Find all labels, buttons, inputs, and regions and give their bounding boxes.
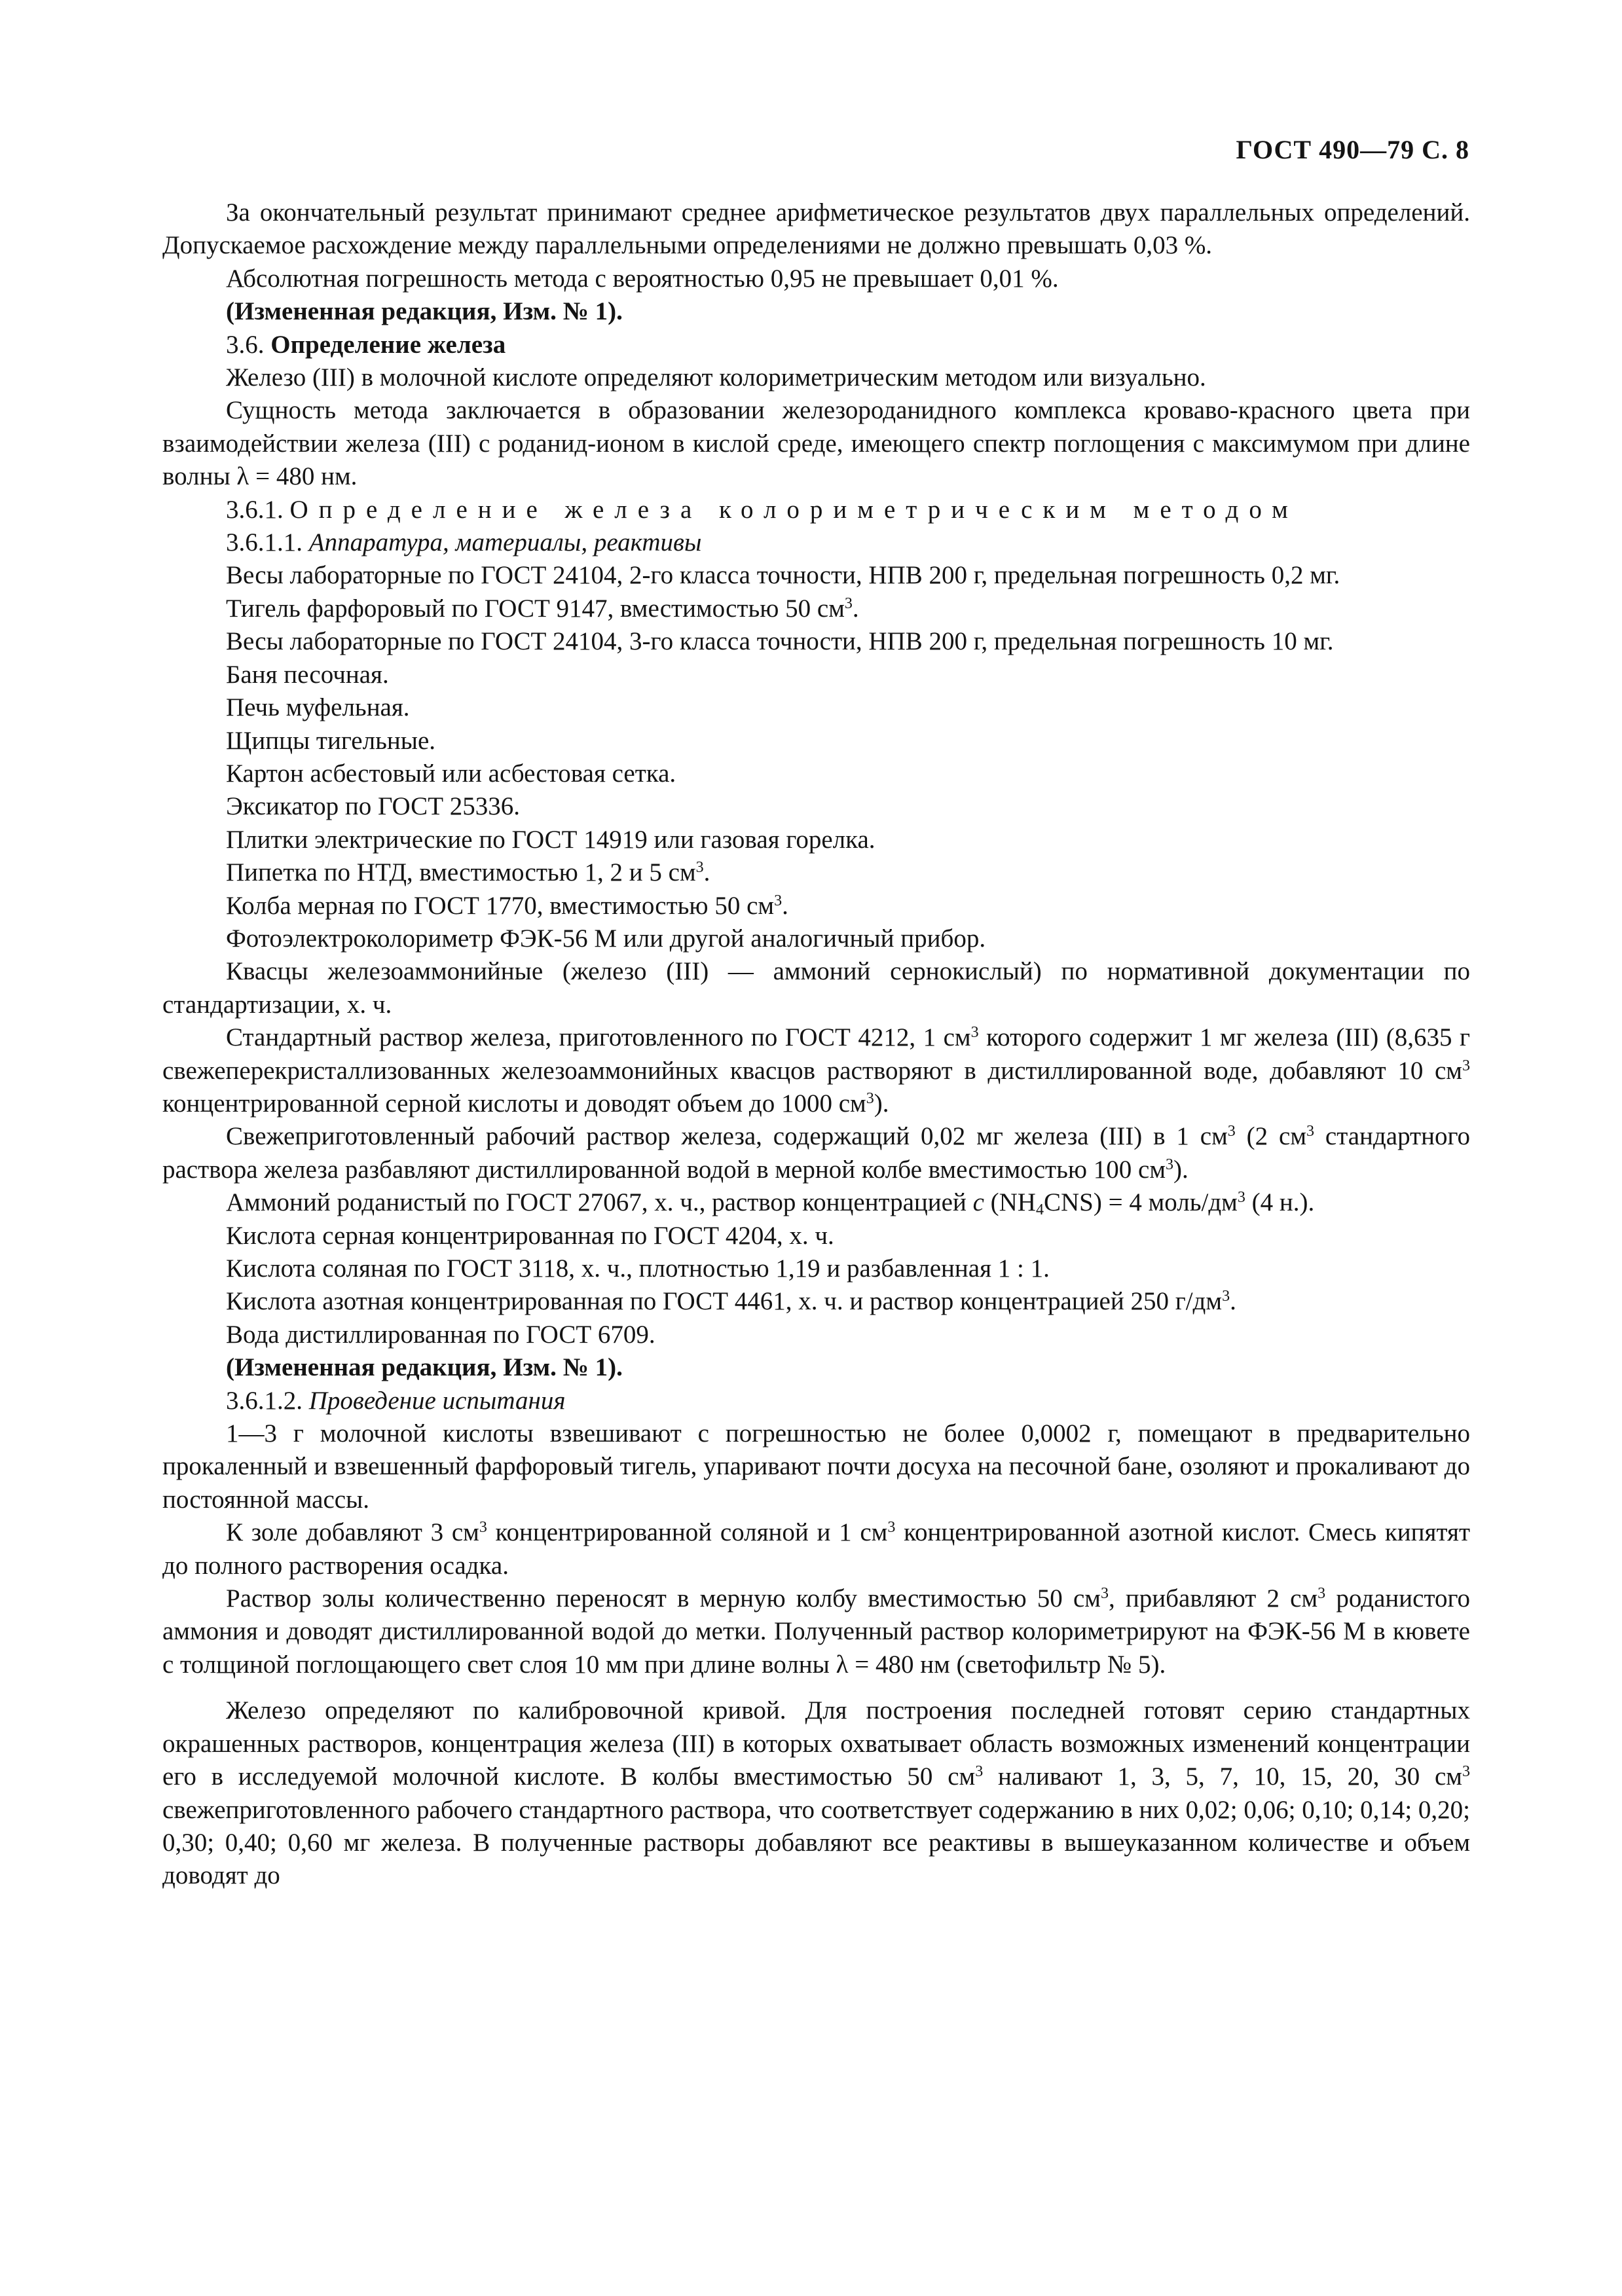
paragraph-final-result: За окончательный результат принимают среднее арифметическое результатов двух параллельных определений. Допускаемое расхождение между параллельными определениями не должно превышать 0,03 %.: [162, 198, 1470, 260]
subsection-heading-apparatus: [162, 526, 1470, 559]
list-item: Весы лабораторные по ГОСТ 24104, 3-го класса точности, НПВ 200 г, предельная погрешность 10 мг.: [226, 627, 1334, 656]
paragraph-method-essence: Сущность метода заключается в образовании железороданидного комплекса кроваво-красного цвета при взаимодействии железа (III) с роданид-ионом в кислой среде, имеющего спектр поглощения с максимумом при длине волны λ = 480 нм.: [162, 396, 1470, 491]
list-item: Стандартный раствор железа, приготовленного по ГОСТ 4212, 1 $см^3$ которого содержит 1 мг железа (III) (8,635 г свежеперекристаллизованных железоаммонийных квасцов растворяют в дистиллированной воде, добавляют 10 $см^3$ концентрированной серной кислоты и доводят объем до 1000 $см^3$).: [162, 1023, 1470, 1118]
paragraph-absolute-error: Абсолютная погрешность метода с вероятностью 0,95 не превышает 0,01 %.: [226, 264, 1059, 293]
amendment-note: (Измененная редакция, Изм. № 1).: [226, 297, 623, 326]
subsection-number: 3.6.1.1.: [226, 528, 303, 557]
paragraph-calibration-curve: Железо определяют по калибровочной кривой. Для построения последней готовят серию стандартных окрашенных растворов, концентрация железа (III) в которых охватывает область возможных изменений концентрации его в исследуемой молочной кислоте. В колбы вместимостью 50 $см^3$ наливают 1, 3, 5, 7, 10, 15, 20, 30 $см^3$ свежеприготовленного рабочего стандартного раствора, что соответствует содержанию в них 0,02; 0,06; 0,10; 0,14; 0,20; 0,30; 0,40; 0,60 мг железа. В полученные растворы добавляют все реактивы в вышеуказанном количестве и объем доводят до: [162, 1696, 1470, 1890]
list-item: Свежеприготовленный рабочий раствор железа, содержащий 0,02 мг железа (III) в 1 $см^3$ (2 $см^3$ стандартного раствора железа разбавляют дистиллированной водой в мерной колбе вместимостью 100 $см^3$).: [162, 1122, 1470, 1184]
subsection-heading-colorimetric: [162, 494, 1470, 526]
list-item: Плитки электрические по ГОСТ 14919 или газовая горелка.: [226, 825, 876, 854]
list-item: Картон асбестовый или асбестовая сетка.: [226, 759, 676, 788]
document-body: [162, 196, 1470, 1893]
list-item: Пипетка по НТД, вместимостью 1, 2 и 5 $см^3$.: [226, 858, 710, 887]
section-number: 3.6.: [226, 330, 265, 359]
paragraph-sample-prep: 1—3 г молочной кислоты взвешивают с погрешностью не более 0,0002 г, помещают в предварительно прокаленный и взвешенный фарфоровый тигель, упаривают почти досуха на песочной бане, озоляют и прокаливают до постоянной массы.: [162, 1419, 1470, 1514]
paragraph-colorimetry: Раствор золы количественно переносят в мерную колбу вместимостью 50 $см^3$, прибавляют 2 $см^3$ роданистого аммония и доводят дистиллированной водой до метки. Полученный раствор колориметрируют на ФЭК-56 М в кювете с толщиной поглощающего свет слоя 10 мм при длине волны λ = 480 нм (светофильтр № 5).: [162, 1584, 1470, 1679]
list-item: Фотоэлектроколориметр ФЭК-56 М или другой аналогичный прибор.: [226, 924, 986, 953]
subsection-title: Проведение испытания: [308, 1386, 566, 1415]
page-header: ГОСТ 490—79 С. 8: [1236, 135, 1469, 164]
list-item: Вода дистиллированная по ГОСТ 6709.: [226, 1320, 655, 1349]
section-heading-iron: [162, 329, 1470, 361]
subsection-number: 3.6.1.: [226, 495, 284, 524]
list-item: Кислота серная концентрированная по ГОСТ 4204, х. ч.: [226, 1221, 834, 1250]
paragraph-ash-dissolution: К золе добавляют 3 $см^3$ концентрированной соляной и 1 $см^3$ концентрированной азотной кислот. Смесь кипятят до полного растворения осадка.: [162, 1518, 1470, 1580]
list-item: Весы лабораторные по ГОСТ 24104, 2-го класса точности, НПВ 200 г, предельная погрешность 0,2 мг.: [226, 561, 1340, 590]
subsection-heading-procedure: [162, 1385, 1470, 1417]
list-item: Печь муфельная.: [226, 693, 410, 722]
list-item: Аммоний роданистый по ГОСТ 27067, х. ч., раствор концентрацией c $(NH_4CNS) = 4$ моль/$дм^3$ (4 н.).: [226, 1188, 1315, 1219]
list-item: Квасцы железоаммонийные (железо (III) — аммоний сернокислый) по нормативной документации по стандартизации, х. ч.: [162, 957, 1470, 1019]
list-item: Колба мерная по ГОСТ 1770, вместимостью 50 $см^3$.: [226, 891, 788, 920]
section-title: Определение железа: [270, 330, 506, 359]
paragraph-iron-methods: Железо (III) в молочной кислоте определяют колориметрическим методом или визуально.: [226, 363, 1206, 392]
amendment-note: (Измененная редакция, Изм. № 1).: [226, 1353, 623, 1382]
list-item: Кислота соляная по ГОСТ 3118, х. ч., плотностью 1,19 и разбавленная 1 : 1.: [226, 1254, 1050, 1283]
list-item: Щипцы тигельные.: [226, 726, 435, 755]
list-item: Тигель фарфоровый по ГОСТ 9147, вместимостью 50 $см^3$.: [226, 594, 859, 623]
list-item: Кислота азотная концентрированная по ГОСТ 4461, х. ч. и раствор концентрацией 250 $г/дм^3$.: [226, 1287, 1236, 1316]
subsection-title: Определение железа колориметрическим методом: [289, 495, 1299, 524]
list-item: Баня песочная.: [226, 660, 389, 689]
subsection-number: 3.6.1.2.: [226, 1386, 303, 1415]
list-item: Эксикатор по ГОСТ 25336.: [226, 792, 521, 821]
subsection-title: Аппаратура, материалы, реактивы: [308, 528, 702, 557]
